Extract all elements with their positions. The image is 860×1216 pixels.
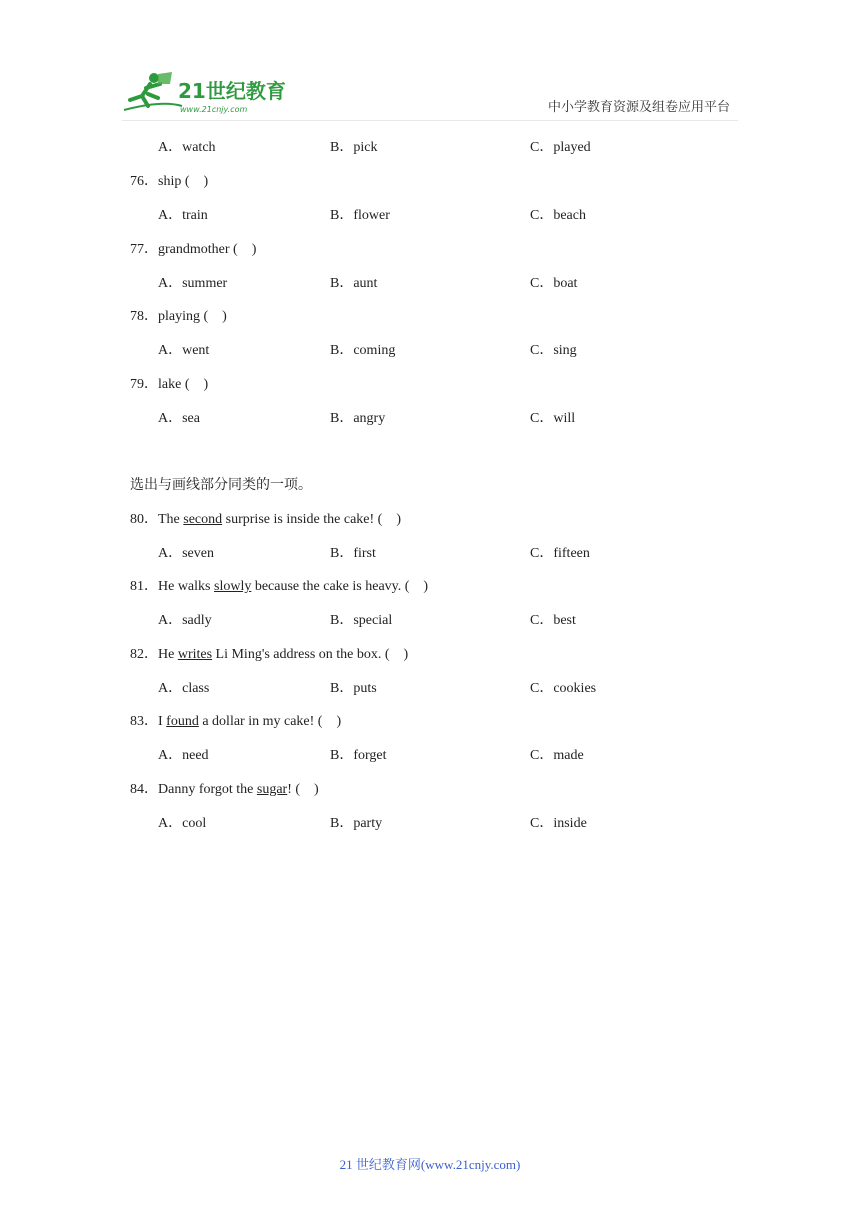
- option-c: C．played: [530, 140, 591, 155]
- option-b: B．special: [330, 613, 393, 628]
- footer-link[interactable]: 21 世纪教育网(www.21cnjy.com): [339, 1157, 521, 1172]
- underlined-word: second: [183, 512, 223, 527]
- option-a: A．cool: [158, 816, 207, 831]
- question-text: 76．ship ( ): [130, 174, 209, 189]
- option-b: B．pick: [330, 140, 378, 155]
- option-c: C．beach: [530, 208, 586, 223]
- underlined-word: sugar: [256, 782, 288, 797]
- option-a: A．need: [158, 748, 209, 763]
- option-b: B．flower: [330, 208, 390, 223]
- option-c: C．fifteen: [530, 546, 590, 561]
- option-c: C．boat: [530, 276, 578, 291]
- underlined-word: found: [166, 714, 199, 729]
- underlined-word: slowly: [214, 579, 252, 594]
- option-c: C．best: [530, 613, 576, 628]
- header-divider: [122, 120, 738, 121]
- option-b: B．forget: [330, 748, 387, 763]
- underlined-word: writes: [177, 647, 213, 662]
- question-text: 79．lake ( ): [130, 377, 209, 392]
- option-a: A．watch: [158, 140, 216, 155]
- option-a: A．summer: [158, 276, 228, 291]
- option-b: B．party: [330, 816, 383, 831]
- question-text: 78．playing ( ): [130, 309, 227, 324]
- question-text: 81．He walks slowly because the cake is heavy. ( ): [130, 579, 429, 594]
- option-a: A．class: [158, 681, 210, 696]
- option-a: A．sadly: [158, 613, 212, 628]
- option-c: C．sing: [530, 343, 577, 358]
- question-text: 83．I found a dollar in my cake! ( ): [130, 714, 342, 729]
- option-b: B．first: [330, 546, 376, 561]
- question-text: 80．The second surprise is inside the cake! ( ): [130, 512, 401, 527]
- option-a: A．sea: [158, 411, 200, 426]
- question-text: 84．Danny forgot the sugar! ( ): [130, 782, 319, 797]
- option-c: C．will: [530, 411, 576, 426]
- option-a: A．went: [158, 343, 210, 358]
- logo: [122, 70, 292, 116]
- option-c: C．made: [530, 748, 584, 763]
- option-b: B．angry: [330, 411, 386, 426]
- question-text: 77．grandmother ( ): [130, 242, 257, 257]
- option-b: B．puts: [330, 681, 377, 696]
- option-c: C．inside: [530, 816, 587, 831]
- option-a: A．train: [158, 208, 208, 223]
- svg-text:www.21cnjy.com: www.21cnjy.com: [180, 105, 248, 114]
- option-b: B．aunt: [330, 276, 378, 291]
- section-instruction: 选出与画线部分同类的一项。: [130, 478, 312, 493]
- option-a: A．seven: [158, 546, 214, 561]
- option-b: B．coming: [330, 343, 396, 358]
- platform-name: 中小学教育资源及组卷应用平台: [548, 99, 731, 114]
- svg-text:21世纪教育: 21世纪教育: [178, 79, 286, 103]
- question-text: 82．He writes Li Ming's address on the box. ( ): [130, 647, 409, 662]
- option-c: C．cookies: [530, 681, 597, 696]
